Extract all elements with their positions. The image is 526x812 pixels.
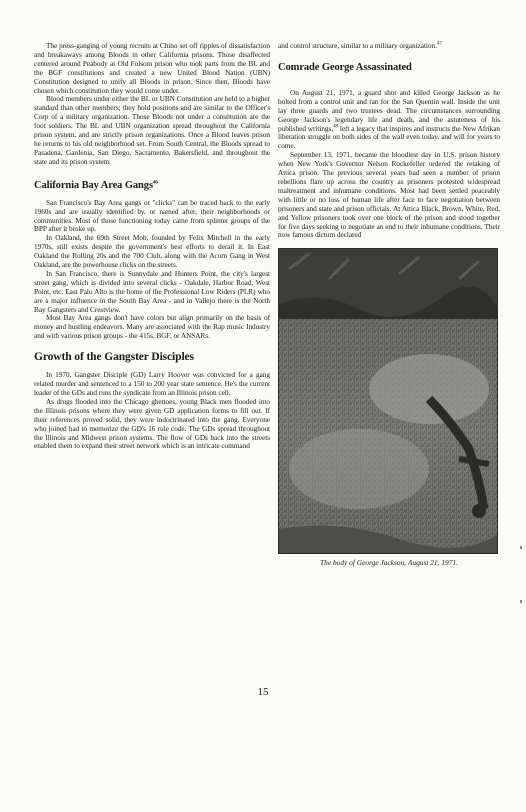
paragraph-oakland: In Oakland, the 69th Street Mob, founded by Felix Mitchell in the early 1970s, still exists despite the government's best efforts to derail it. In East Oakland the Rolling 20s and the 700 Club, along with the Acorn Gang in West Oakland, are the powerhouse clicks on the streets. [34, 233, 270, 270]
paragraph-chino: The press-ganging of young recruits at Chino set off ripples of dissatisfaction and breakaways among Bloods in other California prisons. Those disaffected centered around Peabody at Old Folsom prison who took parts from the BL and the BGF constitutions and created a new United Blood Nation (UBN) Constitution designed to unify all Bloods in prison. Since then, Bloods have chosen which constitution they would come under. [34, 41, 270, 95]
right-column [278, 42, 500, 567]
paragraph-control-text: and control structure, similar to a military organization. [278, 41, 437, 50]
page-number: 15 [257, 686, 269, 698]
heading-gangster-disciples: Growth of the Gangster Disciples [34, 351, 194, 364]
scan-speck [520, 546, 522, 549]
footnote-marker-48: 48 [333, 124, 338, 130]
heading-comrade-george: Comrade George Assassinated [278, 61, 412, 73]
paragraph-august-rest: left a legacy that inspires and instructs the New Afrikan liberation struggle on both sides of the wall even today, and will for years to come. [278, 123, 500, 151]
paragraph-august-21 [278, 89, 500, 151]
paragraph-attica: September 13, 1971, became the bloodiest day in U.S. prison history when New York's Governor Nelson Rockefeller ordered the retaking of Attica prison. The previous several years had seen a number of prison rebellions flare up across the country as prisoners protested widespread maltreatment and inhumane conditions. Most had been settled peaceably with little or no loss of human life after face to face negotiation between prisoners and state and prison officials. At Attica Black, Brown, White, Red, and Yellow prisoners took over one block of the prison and stood together for five days seeking to negotiate an end to their inhumane conditions. Their now famous dictum declared [278, 150, 500, 240]
footnote-marker-47: 47 [436, 41, 442, 47]
paragraph-blood-members: Blood members under either the BL or UBN Constitution are held to a higher standard than other members; they hold positions and are similar to the Officer's Corp of a military organization. Those Bloods not under a constitution are the foot soldiers. The BL and UBN organization spread throughout the California prison system, and are strictly prison organizations. Once a Blood leaves prison he returns to his old neighborhood set. From South Central, the Bloods spread to Pasadena, Gardenia, San Diego, Sacramento, Bakersfield, and throughout the state and its prison system. [34, 94, 270, 166]
heading-california-text: California Bay Area Gangs [34, 179, 153, 191]
paragraph-bay-colors: Most Bay Area gangs don't have colors but align primarily on the basis of money and hustling endeavors. Many are associated with the Rap music Industry and with various prison groups - the 415s, BGF, or ANSARs. [34, 313, 270, 341]
paragraph-control-structure [278, 42, 500, 51]
scan-speck [520, 600, 522, 603]
photo-image [279, 249, 498, 554]
paragraph-chicago: As drugs flooded into the Chicago ghettoes, young Black men flooded into the Illinois prisons where they were given GD application forms to fill out. If their references proved solid, they were indoctrinated into the gang. Everyone who joined had to memorize the GD's 16 rule code. The GDs spread throughout the Illinois and Midwest prison systems. The flow of GDs back into the streets enabled them to expand their street network which is an intricate command [34, 396, 270, 451]
paragraph-san-francisco: In San Francisco, there is Sunnydale and Hunters Point, the city's largest street gang, which is divided into several clicks - Oakdale, Harbor Road, West Point, etc. East Palo Alto is the home of the Professional Low Riders (PLR) who are a major influence in the South Bay Area - and in Vallejo there is the North Bay Gangsters and Crestview. [34, 268, 270, 314]
photo-caption: The body of George Jackson, August 21, 1971. [320, 558, 458, 568]
footnote-marker-46: 46 [152, 180, 158, 186]
paragraph-august-text: On August 21, 1971, a guard shot and killed George Jackson as he bolted from a control unit and ran for the San Quentin wall. Inside the unit lay three guards and two trustees dead. The circumstances surrounding George Jackson's legendary life and death, and the astuteness of his published writings, [278, 87, 500, 133]
heading-california-gangs [34, 180, 270, 191]
photo-george-jackson [278, 248, 498, 554]
paragraph-bay-area: San Francisco's Bay Area gangs or "clicks" can be traced back to the early 1960s and are usually identified by, or named after, their neighborhoods or communities. Most of those functioning today came from splinter groups of the BPP after it broke up. [34, 197, 270, 234]
paragraph-hoover: In 1970, Gangster Disciple (GD) Larry Hoover was convicted for a gang related murder and sentenced to a 150 to 200 year state sentence. He's the current leader of the GDs and runs the syndicate from an Illinois prison cell. [34, 370, 270, 397]
left-column [34, 42, 270, 451]
